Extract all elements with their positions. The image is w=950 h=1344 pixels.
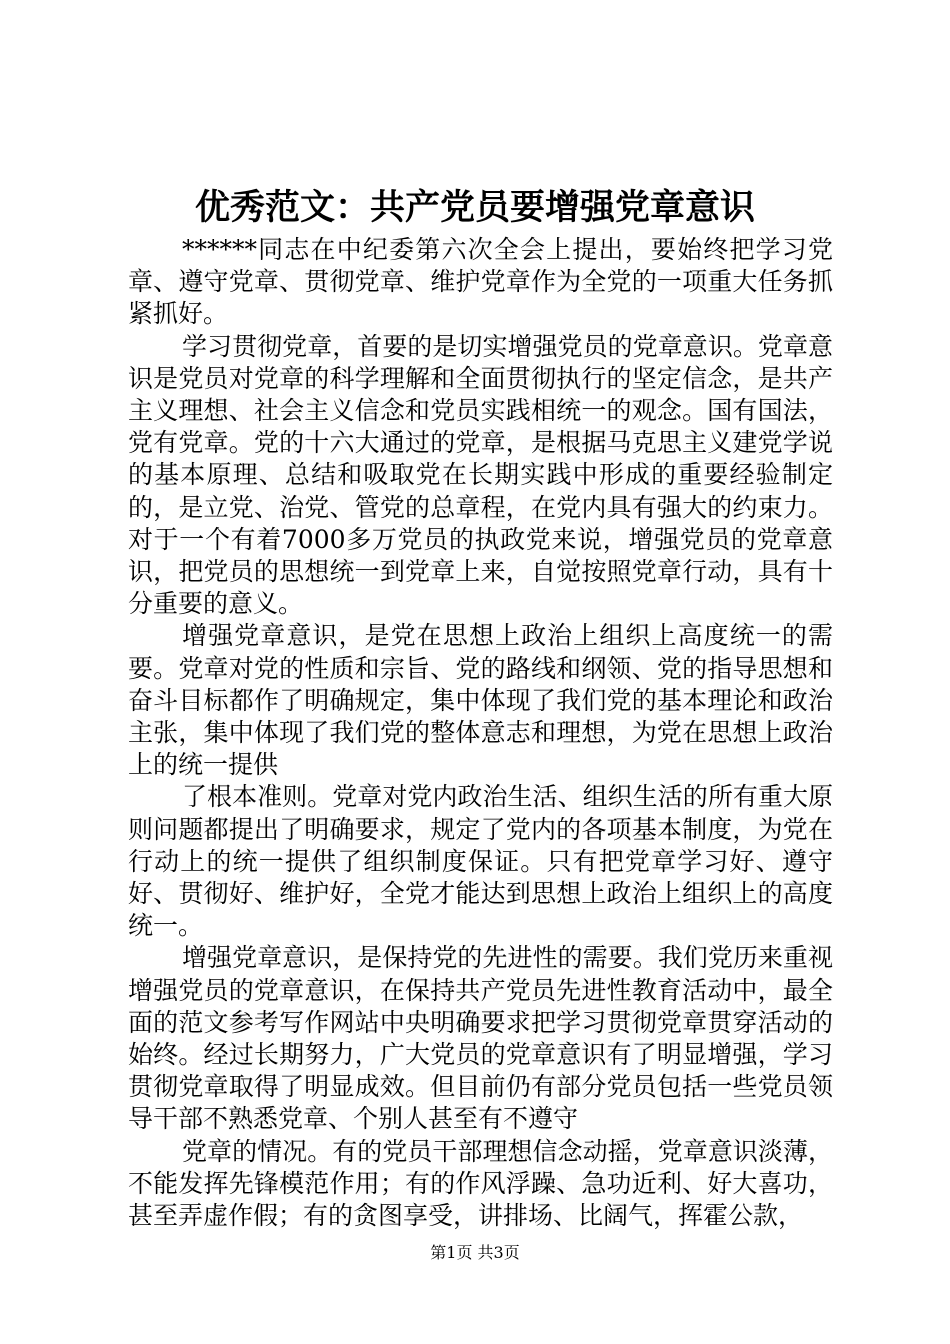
paragraph-2: 学习贯彻党章，首要的是切实增强党员的党章意识。党章意识是党员对党章的科学理解和全面贯彻执行的坚定信念，是共产主义理想、社会主义信念和党员实践相统一的观念。国有国法，党有党章。党的十六大通过的党章，是根据马克思主义建党学说的基本原理、总结和吸取党在长期实践中形成的重要经验制定的，是立党、治党、管党的总章程，在党内具有强大的约束力。对于一个有着7000多万党员的执政党来说，增强党员的党章意识，把党员的思想统一到党章上来，自觉按照党章行动，具有十分重要的意义。 [128,331,833,619]
paragraph-5: 增强党章意识，是保持党的先进性的需要。我们党历来重视增强党员的党章意识，在保持共产党员先进性教育活动中，最全面的范文参考写作网站中央明确要求把学习贯彻党章贯穿活动的始终。经过长期努力，广大党员的党章意识有了明显增强，学习贯彻党章取得了明显成效。但目前仍有部分党员包括一些党员领导干部不熟悉党章、个别人甚至有不遵守 [128,943,833,1134]
paragraph-4: 了根本准则。党章对党内政治生活、组织生活的所有重大原则问题都提出了明确要求，规定了党内的各项基本制度，为党在行动上的统一提供了组织制度保证。只有把党章学习好、遵守好、贯彻好、维护好，全党才能达到思想上政治上组织上的高度统一。 [128,782,833,941]
paragraph-6: 党章的情况。有的党员干部理想信念动摇，党章意识淡薄，不能发挥先锋模范作用；有的作风浮躁、急功近利、好大喜功，甚至弄虚作假；有的贪图享受，讲排场、比阔气，挥霍公款， [128,1136,833,1231]
paragraph-1: ******同志在中纪委第六次全会上提出，要始终把学习党章、遵守党章、贯彻党章、维护党章作为全党的一项重大任务抓紧抓好。 [128,235,833,329]
document-title: 优秀范文：共产党员要增强党章意识 [194,187,755,228]
paragraph-3: 增强党章意识，是党在思想上政治上组织上高度统一的需要。党章对党的性质和宗旨、党的路线和纲领、党的指导思想和奋斗目标都作了明确规定，集中体现了我们党的基本理论和政治主张，集中体现了我们党的整体意志和理想，为党在思想上政治上的统一提供 [128,621,833,780]
document-body [128,234,833,1232]
page-number-footer: 第1页 共3页 [430,1243,520,1262]
